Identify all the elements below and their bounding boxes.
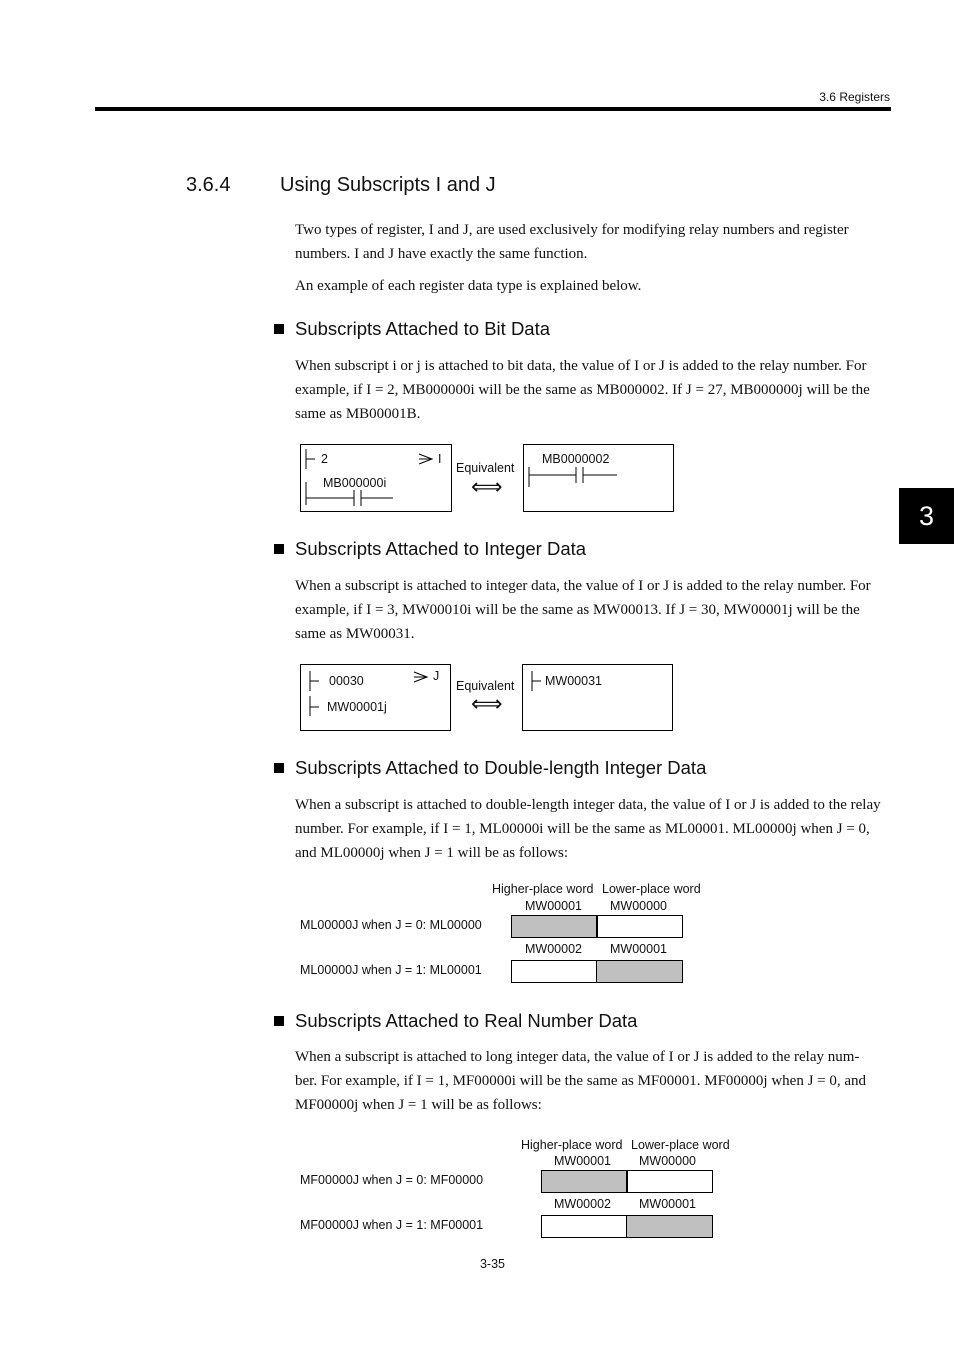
lower-word-register: MW00000 [610, 899, 667, 913]
lower-place-word-label: Lower-place word [631, 1138, 730, 1152]
double-arrow-icon: ⟺ [471, 691, 503, 716]
subheading-integer-data [274, 538, 586, 560]
lower-word-register: MW00000 [639, 1154, 696, 1168]
equivalent-label: Equivalent [456, 461, 515, 475]
integer-ladder-left-box [300, 664, 451, 731]
operand-label: MW00031 [545, 674, 602, 688]
operand-label: MW00001j [327, 700, 387, 714]
higher-place-word-label: Higher-place word [521, 1138, 623, 1152]
target-register: J [433, 669, 440, 683]
row-caption: MF00000J when J = 0: MF00000 [300, 1173, 484, 1187]
lower-word-cell [626, 1170, 713, 1193]
input-value: 2 [321, 452, 328, 466]
running-header: 3.6 Registers [819, 90, 890, 104]
lower-place-word-label: Lower-place word [602, 882, 701, 896]
lower-word-cell [626, 1215, 713, 1238]
double-data-paragraph: When a subscript is attached to double-length integer data, the value of I or J is added to the relay number. For example, if I = 1, ML00000i will be the same as ML00001. ML00000j when J = 0, and ML00000j when J = 1 will be as follows: [295, 797, 881, 861]
intro-paragraph-1: Two types of register, I and J, are used exclusively for modifying relay numbers and register numbers. I and J have exactly the same function. [295, 222, 849, 262]
header-rule [95, 107, 891, 111]
subheading-text: Subscripts Attached to Integer Data [295, 538, 587, 559]
subheading-double-length-data [274, 757, 706, 779]
row-caption: MF00000J when J = 1: MF00001 [300, 1218, 484, 1232]
integer-ladder-right-box [522, 664, 673, 731]
higher-word-register: MW00002 [525, 942, 582, 956]
subheading-text: Subscripts Attached to Bit Data [295, 318, 551, 339]
higher-word-cell [511, 915, 598, 938]
bullet-square-icon [274, 763, 284, 773]
bit-data-paragraph: When subscript i or j is attached to bit data, the value of I or J is added to the relay number. For example, if I = 2, MB000000i will be the same as MB000002. If J = 27, MB000000j will be the same as MB00001B. [295, 358, 870, 422]
double-arrow-icon: ⟺ [471, 474, 503, 499]
contact-label: MB000000i [323, 476, 387, 490]
lower-word-cell [596, 915, 683, 938]
subheading-real-number-data [274, 1010, 637, 1032]
target-register: I [438, 452, 442, 466]
lower-word-register: MW00001 [639, 1197, 696, 1211]
real-data-paragraph-rest: ber. For example, if I = 1, MF00000i will be the same as MF00001. MF00000j when J = 0, and MF00000j when J = 1 will be as follows: [295, 1073, 867, 1113]
subheading-text: Subscripts Attached to Double-length Integer Data [295, 757, 707, 778]
higher-word-register: MW00001 [554, 1154, 611, 1168]
subheading-bit-data [274, 318, 550, 340]
higher-place-word-label: Higher-place word [492, 882, 594, 896]
bullet-square-icon [274, 324, 284, 334]
equivalent-label: Equivalent [456, 679, 515, 693]
intro-paragraph-2: An example of each register data type is explained below. [295, 278, 642, 294]
input-value: 00030 [329, 674, 364, 688]
higher-word-cell [511, 960, 598, 983]
higher-word-cell [541, 1170, 628, 1193]
bullet-square-icon [274, 544, 284, 554]
real-data-paragraph-line1: When a subscript is attached to long integer data, the value of I or J is added to the relay num- [295, 1049, 860, 1065]
lower-word-cell [596, 960, 683, 983]
bit-ladder-left-box [300, 444, 452, 512]
row-caption: ML00000J when J = 0: ML00000 [300, 918, 482, 932]
row-caption: ML00000J when J = 1: ML00001 [300, 963, 482, 977]
integer-data-paragraph: When a subscript is attached to integer data, the value of I or J is added to the relay number. For example, if I = 3, MW00010i will be the same as MW00013. If J = 30, MW00001j will be the same as MW00031. [295, 578, 871, 642]
higher-word-register: MW00001 [525, 899, 582, 913]
chapter-tab: 3 [899, 488, 954, 544]
section-title: Using Subscripts I and J [280, 174, 496, 196]
contact-label: MB0000002 [542, 452, 610, 466]
bit-ladder-right-box [523, 444, 674, 512]
section-number: 3.6.4 [186, 174, 231, 196]
page-number: 3-35 [479, 1257, 506, 1271]
ladder-rung-graphic [301, 665, 450, 730]
subheading-text: Subscripts Attached to Real Number Data [295, 1010, 638, 1031]
higher-word-cell [541, 1215, 628, 1238]
lower-word-register: MW00001 [610, 942, 667, 956]
bullet-square-icon [274, 1016, 284, 1026]
higher-word-register: MW00002 [554, 1197, 611, 1211]
